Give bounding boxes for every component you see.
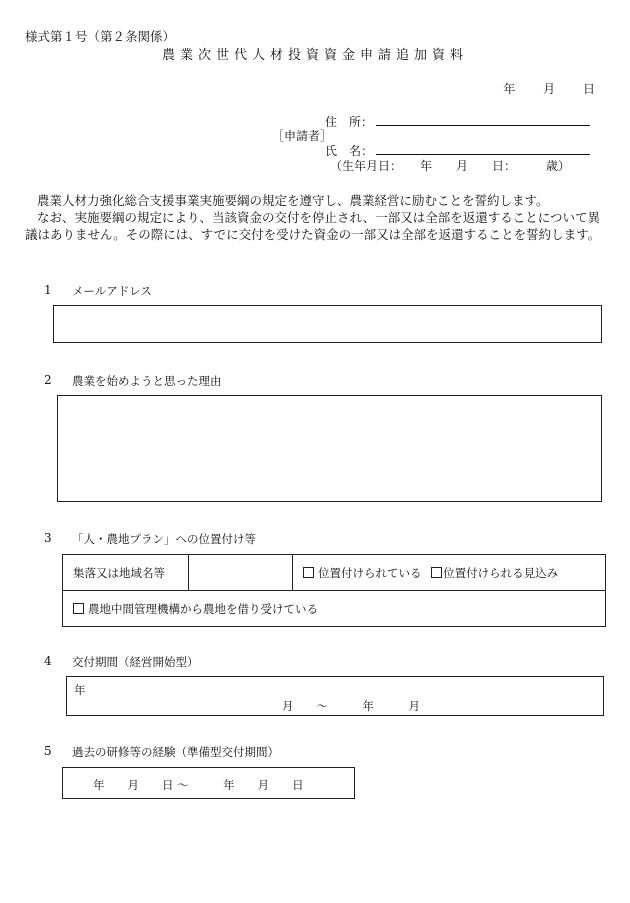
- applicant-label: ［申請者］: [272, 129, 333, 143]
- section-number: 5: [44, 744, 52, 758]
- address-label: 住 所：: [325, 115, 374, 129]
- date-day: 日: [582, 82, 595, 96]
- document-title: 農業次世代人材投資資金申請追加資料: [161, 48, 468, 63]
- farmland-label: 農地中間管理機構から農地を借り受けている: [88, 601, 318, 616]
- form-number: 様式第１号（第２条関係）: [25, 29, 176, 44]
- address-field[interactable]: [376, 125, 590, 126]
- reason-input-box[interactable]: [57, 395, 602, 502]
- section-label: 交付期間（経営開始型）: [72, 655, 199, 669]
- area-label-cell: 集落又は地域名等: [63, 555, 189, 591]
- pledge-paragraph-1: 農業人材力強化総合支援事業実施要綱の規定を遵守し、農業経営に励むことを誓約します。: [37, 193, 549, 208]
- farmland-option-cell: [63, 591, 606, 627]
- positioned-label: 位置付けられている: [318, 565, 422, 580]
- section-number: 3: [44, 531, 52, 545]
- section-label: 過去の研修等の経験（準備型交付期間）: [72, 745, 279, 759]
- date-year: 年: [503, 82, 516, 96]
- training-period-range: 年 月 日 ～ 年 月 日: [93, 778, 304, 792]
- training-period-box[interactable]: [62, 767, 355, 799]
- date-month: 月: [543, 82, 556, 96]
- section-number: 1: [44, 283, 52, 297]
- expected-checkbox[interactable]: [431, 567, 442, 578]
- plan-table: [62, 554, 606, 627]
- email-input-box[interactable]: [53, 305, 602, 343]
- grant-period-year: 年: [74, 683, 86, 697]
- birth-date-line: （生年月日： 年 月 日： 歳）: [330, 159, 571, 173]
- section-label: メールアドレス: [72, 284, 152, 298]
- name-field[interactable]: [376, 154, 590, 155]
- name-label: 氏 名：: [325, 144, 374, 158]
- farmland-checkbox[interactable]: [73, 603, 84, 614]
- section-number: 2: [44, 373, 52, 387]
- section-number: 4: [44, 654, 52, 668]
- positioning-options-cell: [293, 555, 606, 591]
- section-label: 「人・農地プラン」への位置付け等: [72, 532, 256, 546]
- date-line: [479, 80, 595, 97]
- expected-label: 位置付けられる見込み: [443, 565, 559, 580]
- grant-period-box[interactable]: [66, 676, 604, 716]
- positioned-checkbox[interactable]: [303, 567, 314, 578]
- area-value-cell[interactable]: [189, 555, 293, 591]
- grant-period-range: 月 ～ 年 月: [282, 699, 420, 713]
- pledge-paragraph-2: なお、実施要綱の規定により、当該資金の交付を停止され、一部又は全部を返還することについて異議はありません。その際には、すでに交付を受けた資金の一部又は全部を返還することを誓約します。: [25, 210, 601, 242]
- section-label: 農業を始めようと思った理由: [72, 374, 222, 388]
